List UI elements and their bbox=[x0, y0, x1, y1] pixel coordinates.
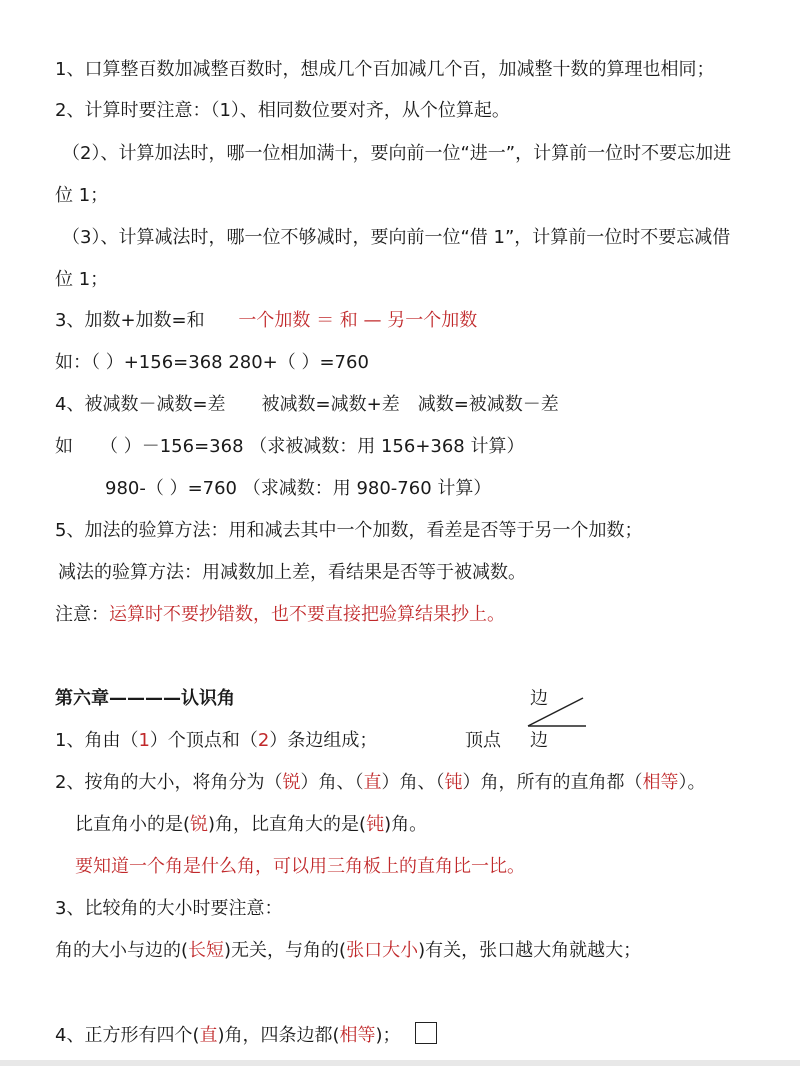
q2-answer-acute: 锐 bbox=[282, 772, 301, 793]
q1-answer-edges: 2 bbox=[257, 730, 270, 751]
rule-2-sub-3: （3）、计算减法时，哪一位不够减时，要向前一位“借 1”，计算前一位时不要忘减借 bbox=[62, 227, 731, 248]
q2-answer-equal: 相等 bbox=[642, 772, 679, 793]
subtraction-check: 减法的验算方法：用减数加上差，看结果是否等于被减数。 bbox=[58, 562, 526, 583]
q2b-answer-obtuse: 钝 bbox=[366, 814, 385, 835]
q4-answer-equal: 相等 bbox=[339, 1025, 376, 1046]
q3b-answer-length: 长短 bbox=[188, 940, 225, 961]
diagram-vertex: 顶点 bbox=[465, 730, 501, 751]
q1-text: ）条边组成； bbox=[269, 730, 378, 751]
q2-answer-right: 直 bbox=[363, 772, 382, 793]
q1-text: 1、角由（ bbox=[55, 730, 139, 751]
bottom-divider bbox=[0, 1060, 800, 1066]
example-minuend: 如 （ ）－156=368 （求被减数：用 156+368 计算） bbox=[55, 436, 525, 457]
addition-formula: 3、加数+加数=和 bbox=[55, 310, 205, 331]
chapter6-q3: 3、比较角的大小时要注意： bbox=[55, 898, 283, 919]
chapter6-q3b bbox=[55, 938, 641, 964]
attention-label: 注意： bbox=[55, 604, 109, 625]
diagram-edge-bottom: 边 bbox=[530, 730, 548, 751]
chapter6-tip: 要知道一个角是什么角，可以用三角板上的直角比一比。 bbox=[75, 856, 525, 877]
q3b-text: )无关，与角的( bbox=[224, 940, 347, 961]
q3b-text: 角的大小与边的( bbox=[55, 940, 189, 961]
rule-2-sub-2: （2）、计算加法时，哪一位相加满十，要向前一位“进一”，计算前一位时不要忘加进 bbox=[62, 143, 732, 164]
q2-text: ）角、（ bbox=[300, 772, 364, 793]
rule-2-sub-2-cont: 位 1； bbox=[55, 185, 109, 206]
rule-1: 1、口算整百数加减整百数时，想成几个百加减几个百，加减整十数的算理也相同； bbox=[55, 59, 715, 80]
q2-answer-obtuse: 钝 bbox=[444, 772, 463, 793]
q4-answer-right: 直 bbox=[199, 1025, 218, 1046]
chapter6-q1 bbox=[55, 728, 377, 754]
chapter-6-heading: 第六章————认识角 bbox=[55, 688, 235, 709]
example-addition: 如：（ ）+156=368 280+（ ）=760 bbox=[55, 352, 369, 373]
chapter6-q4 bbox=[55, 1022, 437, 1048]
rule-4: 4、被减数－减数=差 被减数=减数+差 减数=被减数－差 bbox=[55, 394, 559, 415]
chapter6-q2b bbox=[75, 812, 427, 838]
addend-formula: 一个加数 ＝ 和 — 另一个加数 bbox=[238, 310, 478, 331]
example-subtrahend: 980-（ ）=760 （求减数：用 980-760 计算） bbox=[105, 478, 492, 499]
rule-5: 5、加法的验算方法：用和减去其中一个加数，看差是否等于另一个加数； bbox=[55, 520, 643, 541]
q2b-text: 比直角小的是( bbox=[75, 814, 191, 835]
q4-text: 4、正方形有四个( bbox=[55, 1025, 200, 1046]
q2b-answer-acute: 锐 bbox=[190, 814, 209, 835]
q3b-answer-opening: 张口大小 bbox=[346, 940, 419, 961]
rule-2: 2、计算时要注意：（1）、相同数位要对齐，从个位算起。 bbox=[55, 100, 510, 121]
attention-note bbox=[55, 602, 505, 628]
rule-3 bbox=[55, 308, 477, 334]
attention-text: 运算时不要抄错数，也不要直接把验算结果抄上。 bbox=[109, 604, 505, 625]
q2-text: ）。 bbox=[678, 772, 706, 793]
square-icon bbox=[415, 1022, 437, 1044]
q2b-text: )角，比直角大的是( bbox=[208, 814, 367, 835]
diagram-edge-top: 边 bbox=[530, 688, 548, 709]
q2b-text: )角。 bbox=[384, 814, 428, 835]
q4-text: )角，四条边都( bbox=[217, 1025, 340, 1046]
q1-answer-vertices: 1 bbox=[138, 730, 150, 751]
chapter6-q2 bbox=[55, 770, 705, 796]
q2-text: ）角，所有的直角都（ bbox=[462, 772, 643, 793]
q4-text: )； bbox=[375, 1025, 401, 1046]
q3b-text: )有关，张口越大角就越大； bbox=[418, 940, 642, 961]
q2-text: ）角、（ bbox=[381, 772, 445, 793]
rule-2-sub-3-cont: 位 1； bbox=[55, 269, 109, 290]
q1-text: ）个顶点和（ bbox=[149, 730, 258, 751]
angle-diagram bbox=[508, 688, 598, 748]
q2-text: 2、按角的大小，将角分为（ bbox=[55, 772, 283, 793]
